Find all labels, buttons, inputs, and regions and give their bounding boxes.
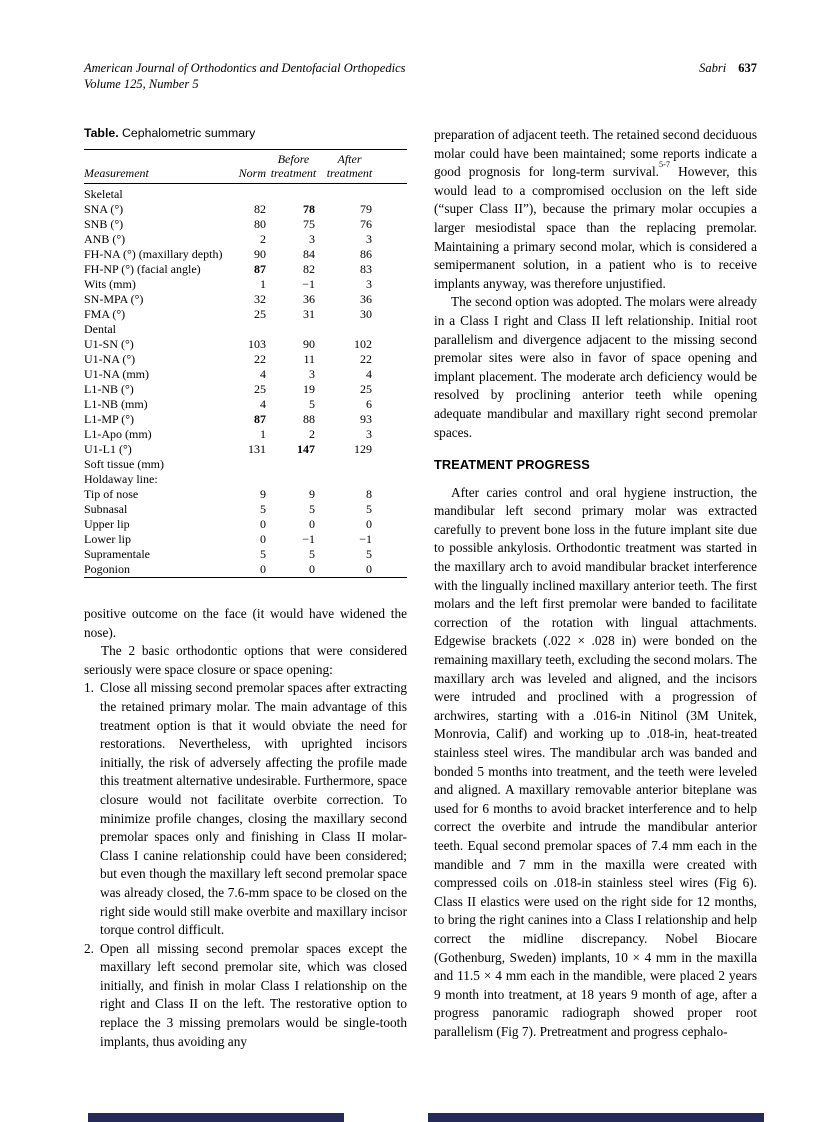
measurement-value: 25 bbox=[360, 382, 372, 396]
measurement-name: L1-Apo (mm) bbox=[84, 427, 152, 441]
measurement-value: 9 bbox=[260, 487, 266, 501]
measurement-value: 31 bbox=[303, 307, 315, 321]
paragraph-continuation bbox=[434, 126, 757, 293]
cell-spacer bbox=[378, 232, 407, 247]
cell-spacer bbox=[378, 532, 407, 547]
measurement-value: 0 bbox=[309, 562, 315, 576]
measurement-value: 3 bbox=[309, 232, 315, 246]
column-header: Norm bbox=[236, 150, 266, 184]
measurement-value: 11 bbox=[303, 352, 315, 366]
cell-spacer bbox=[378, 367, 407, 382]
table-row bbox=[84, 352, 407, 367]
table-body bbox=[84, 184, 407, 578]
measurement-value: 103 bbox=[248, 337, 266, 351]
measurement-name: U1-L1 (°) bbox=[84, 442, 132, 456]
cell-spacer bbox=[378, 262, 407, 277]
measurement-value: 147 bbox=[297, 442, 315, 456]
cell-spacer bbox=[378, 427, 407, 442]
table-section-row bbox=[84, 322, 407, 337]
cell-spacer bbox=[378, 397, 407, 412]
journal-issue: Volume 125, Number 5 bbox=[84, 76, 199, 91]
table-row bbox=[84, 382, 407, 397]
measurement-value: −1 bbox=[302, 532, 315, 546]
list-item-text: Open all missing second premolar spaces except the maxillary left second premolar site, which was closed initially, and finish in molar Class I relationship on the right and Class II on the left. The restorative option to replace the 3 missing premolars would be single-tooth implants, thus avoiding any bbox=[100, 940, 407, 1049]
paragraph-continuation: positive outcome on the face (it would have widened the nose). bbox=[84, 606, 407, 640]
column-header: Before treatment bbox=[266, 150, 321, 184]
section-heading-treatment-progress: TREATMENT PROGRESS bbox=[434, 457, 590, 473]
measurement-name: SN-MPA (°) bbox=[84, 292, 144, 306]
table-caption-label: Table. bbox=[84, 126, 119, 140]
measurement-value bbox=[236, 472, 266, 487]
measurement-name: SNA (°) bbox=[84, 202, 124, 216]
table-row bbox=[84, 502, 407, 517]
table-row bbox=[84, 247, 407, 262]
measurement-value: 129 bbox=[354, 442, 372, 456]
cell-spacer bbox=[378, 487, 407, 502]
cell-spacer bbox=[378, 502, 407, 517]
journal-name: American Journal of Orthodontics and Dentofacial Orthopedics bbox=[84, 61, 406, 75]
measurement-name: SNB (°) bbox=[84, 217, 124, 231]
measurement-name: L1-NB (°) bbox=[84, 382, 134, 396]
measurement-name: ANB (°) bbox=[84, 232, 126, 246]
measurement-value: 79 bbox=[360, 202, 372, 216]
measurement-value: 4 bbox=[260, 367, 266, 381]
measurement-value: 93 bbox=[360, 412, 372, 426]
table-row bbox=[84, 367, 407, 382]
measurement-value: 5 bbox=[309, 397, 315, 411]
measurement-value: 30 bbox=[360, 307, 372, 321]
paragraph-text: preparation of adjacent teeth. The retained second deciduous molar could have been maintained; some reports indicate a good prognosis for long-term survival. bbox=[434, 127, 757, 180]
running-head-right bbox=[699, 61, 757, 77]
right-column bbox=[434, 126, 757, 1051]
paragraph-options-intro: The 2 basic orthodontic options that were considered seriously were space closure or space opening: bbox=[84, 643, 407, 677]
measurement-value: 36 bbox=[360, 292, 372, 306]
column-spacer bbox=[378, 150, 407, 184]
measurement-value: −1 bbox=[302, 277, 315, 291]
measurement-value: 5 bbox=[366, 502, 372, 516]
running-head-left bbox=[84, 61, 406, 92]
measurement-name: Pogonion bbox=[84, 562, 131, 576]
measurement-name: Holdaway line: bbox=[84, 472, 158, 486]
measurement-name: U1-NA (mm) bbox=[84, 367, 149, 381]
cell-spacer bbox=[378, 217, 407, 232]
table-row bbox=[84, 547, 407, 562]
measurement-value: 5 bbox=[260, 547, 266, 561]
measurement-value: 88 bbox=[303, 412, 315, 426]
table-row bbox=[84, 217, 407, 232]
list-item-text: Close all missing second premolar spaces after extracting the retained primary molar. The main advantage of this treatment option is that it would obviate the need for restorations. Nevertheless, with uprighted incisors initially, the risk of adversely affecting the profile made this treatment alternative undesirable. Furthermore, space closure would not facilitate overbite correction. To minimize profile changes, closing the maxillary second premolar spaces only and finishing in Class II molar-Class I canine relationship could have been considered; but even though the maxillary left second premolar space was already closed, the 7.6-mm space to be closed on the right side would still make overbite and maxillary incisor torque control difficult. bbox=[100, 680, 407, 938]
measurement-value: 90 bbox=[254, 247, 266, 261]
measurement-value: 5 bbox=[366, 547, 372, 561]
author-name: Sabri bbox=[699, 61, 727, 75]
bottom-scan-artifact-left bbox=[88, 1113, 344, 1122]
table-row bbox=[84, 532, 407, 547]
table-row bbox=[84, 277, 407, 292]
paragraph-text: However, this would lead to a compromised occlusion on the left side (“super Class II”), because the primary molar occupies a larger mesiodistal space than the replacing premolar. Maintaining a primary second molar, which is considered a semipermanent solution, in a patient who is to receive implants anyway, was therefore unjustified. bbox=[434, 164, 757, 291]
table-caption-text: Cephalometric summary bbox=[122, 126, 256, 140]
section-label: Soft tissue (mm) bbox=[84, 457, 164, 471]
cell-spacer bbox=[378, 547, 407, 562]
list-item-number: 2. bbox=[84, 940, 94, 956]
cell-spacer bbox=[378, 202, 407, 217]
measurement-value: 25 bbox=[254, 307, 266, 321]
two-column-body bbox=[84, 126, 757, 1051]
measurement-name: FMA (°) bbox=[84, 307, 126, 321]
measurement-value: 76 bbox=[360, 217, 372, 231]
measurement-value bbox=[266, 472, 321, 487]
column-header: Measurement bbox=[84, 150, 236, 184]
measurement-name: Tip of nose bbox=[84, 487, 139, 501]
measurement-name: Supramentale bbox=[84, 547, 150, 561]
measurement-value: 90 bbox=[303, 337, 315, 351]
reference-superscript: 5-7 bbox=[658, 159, 670, 169]
measurement-value: 5 bbox=[309, 547, 315, 561]
measurement-value: 22 bbox=[360, 352, 372, 366]
measurement-value: 19 bbox=[303, 382, 315, 396]
table-row bbox=[84, 397, 407, 412]
table-row bbox=[84, 442, 407, 457]
measurement-value bbox=[321, 472, 378, 487]
measurement-name: Wits (mm) bbox=[84, 277, 136, 291]
measurement-value: 5 bbox=[309, 502, 315, 516]
measurement-value: −1 bbox=[359, 532, 372, 546]
table-section-row bbox=[84, 184, 407, 203]
table-row bbox=[84, 517, 407, 532]
measurement-value: 86 bbox=[360, 247, 372, 261]
measurement-value: 131 bbox=[248, 442, 266, 456]
measurement-value: 0 bbox=[366, 562, 372, 576]
measurement-value: 1 bbox=[260, 427, 266, 441]
measurement-value: 0 bbox=[309, 517, 315, 531]
measurement-value: 8 bbox=[366, 487, 372, 501]
table-row bbox=[84, 412, 407, 427]
measurement-name: L1-NB (mm) bbox=[84, 397, 148, 411]
options-list bbox=[84, 679, 407, 1051]
cell-spacer bbox=[378, 562, 407, 578]
paragraph-treatment-progress: After caries control and oral hygiene instruction, the mandibular left second primary molar was extracted carefully to prevent bone loss in the future implant site due to possible ankylosis. Orthodontic treatment was started in the maxillary arch to avoid mandibular bracket interference with the lingually inclined maxillary anterior teeth. The first molars and the left first premolar were banded to facilitate correction of the rotation with lingual attachments. Edgewise brackets (.022 × .028 in) were bonded on the remaining maxillary teeth, excluding the second molars. The maxillary arch was leveled and aligned, and the incisors were intruded and proclined with a progression of archwires, starting with a .016-in Nitinol (3M Unitek, Monrovia, Calif) and working up to .018-in, heat-treated stainless steel wires. The mandibular arch was banded and bonded 5 months into treatment, and the teeth were leveled and aligned. A maxillary removable anterior biteplane was used for 6 months to avoid bracket interference and to help correct the overbite and intrude the mandibular anterior teeth. Equal second premolar spaces of 7.4 mm each in the mandible and 7 mm in the maxilla were created with compressed coils on .018-in stainless steel wires (Fig 6). Class II elastics were used on the right side for 12 months, to bring the right canines into a Class I relationship and help correct the midline discrepancy. Nobel Biocare (Gothenburg, Sweden) implants, 10 × 4 mm in the maxilla and 11.5 × 4 mm each in the mandible, were placed 2 years 9 month into treatment, at 18 years 9 month of age, after a progress panoramic radiograph showed proper root parallelism (Fig 7). Pretreatment and progress cephalo- bbox=[434, 484, 757, 1039]
list-item-option-1 bbox=[84, 679, 407, 939]
measurement-value: 75 bbox=[303, 217, 315, 231]
cell-spacer bbox=[378, 442, 407, 457]
bottom-scan-artifact-right bbox=[428, 1113, 764, 1122]
measurement-value: 1 bbox=[260, 277, 266, 291]
measurement-value: 0 bbox=[260, 562, 266, 576]
paragraph-second-option: The second option was adopted. The molars were already in a Class I right and Class II left relationship. Initial root parallelism and divergence adjacent to the missing second premolar sites were also in favor of space opening and implant placement. The moderate arch deficiency would be resolved by proclining anterior teeth while opening adequate mandibular and maxillary right second premolar spaces. bbox=[434, 294, 757, 440]
measurement-value: 25 bbox=[254, 382, 266, 396]
table-row bbox=[84, 202, 407, 217]
measurement-name: Upper lip bbox=[84, 517, 130, 531]
table-row bbox=[84, 472, 407, 487]
cell-spacer bbox=[378, 247, 407, 262]
measurement-value: 3 bbox=[366, 427, 372, 441]
measurement-value: 3 bbox=[309, 367, 315, 381]
measurement-value: 6 bbox=[366, 397, 372, 411]
cephalometric-table bbox=[84, 149, 407, 578]
measurement-value: 4 bbox=[260, 397, 266, 411]
cell-spacer bbox=[378, 307, 407, 322]
table-row bbox=[84, 262, 407, 277]
table-header-row bbox=[84, 150, 407, 184]
measurement-name: Lower lip bbox=[84, 532, 131, 546]
measurement-value: 5 bbox=[260, 502, 266, 516]
measurement-value: 78 bbox=[303, 202, 315, 216]
page-number: 637 bbox=[738, 61, 757, 75]
section-label: Skeletal bbox=[84, 187, 123, 201]
measurement-value: 22 bbox=[254, 352, 266, 366]
measurement-value: 3 bbox=[366, 277, 372, 291]
table-caption bbox=[84, 126, 407, 141]
measurement-value: 36 bbox=[303, 292, 315, 306]
cell-spacer bbox=[378, 352, 407, 367]
cell-spacer bbox=[378, 412, 407, 427]
measurement-value: 87 bbox=[254, 262, 266, 276]
section-label: Dental bbox=[84, 322, 116, 336]
measurement-value: 2 bbox=[309, 427, 315, 441]
measurement-name: FH-NA (°) (maxillary depth) bbox=[84, 247, 223, 261]
measurement-value: 32 bbox=[254, 292, 266, 306]
measurement-name: L1-MP (°) bbox=[84, 412, 135, 426]
cell-spacer bbox=[378, 337, 407, 352]
measurement-value: 4 bbox=[366, 367, 372, 381]
measurement-value: 9 bbox=[309, 487, 315, 501]
cell-spacer bbox=[378, 472, 407, 487]
running-head bbox=[84, 61, 757, 92]
measurement-value: 84 bbox=[303, 247, 315, 261]
column-header: After treatment bbox=[321, 150, 378, 184]
measurement-name: U1-SN (°) bbox=[84, 337, 134, 351]
table-row bbox=[84, 337, 407, 352]
list-item-option-2 bbox=[84, 940, 407, 1052]
measurement-name: Subnasal bbox=[84, 502, 128, 516]
table-row bbox=[84, 562, 407, 578]
measurement-value: 3 bbox=[366, 232, 372, 246]
cell-spacer bbox=[378, 517, 407, 532]
left-column bbox=[84, 126, 407, 1051]
measurement-value: 0 bbox=[260, 532, 266, 546]
table-row bbox=[84, 427, 407, 442]
table-row bbox=[84, 487, 407, 502]
measurement-value: 0 bbox=[260, 517, 266, 531]
measurement-value: 80 bbox=[254, 217, 266, 231]
measurement-value: 87 bbox=[254, 412, 266, 426]
table-row bbox=[84, 232, 407, 247]
measurement-value: 102 bbox=[354, 337, 372, 351]
measurement-value: 0 bbox=[366, 517, 372, 531]
table-row bbox=[84, 292, 407, 307]
measurement-value: 82 bbox=[254, 202, 266, 216]
table-section-row bbox=[84, 457, 407, 472]
list-item-number: 1. bbox=[84, 680, 94, 696]
measurement-value: 82 bbox=[303, 262, 315, 276]
measurement-name: FH-NP (°) (facial angle) bbox=[84, 262, 201, 276]
measurement-value: 83 bbox=[360, 262, 372, 276]
measurement-name: U1-NA (°) bbox=[84, 352, 136, 366]
cell-spacer bbox=[378, 382, 407, 397]
table-row bbox=[84, 307, 407, 322]
cell-spacer bbox=[378, 277, 407, 292]
measurement-value: 2 bbox=[260, 232, 266, 246]
cell-spacer bbox=[378, 292, 407, 307]
